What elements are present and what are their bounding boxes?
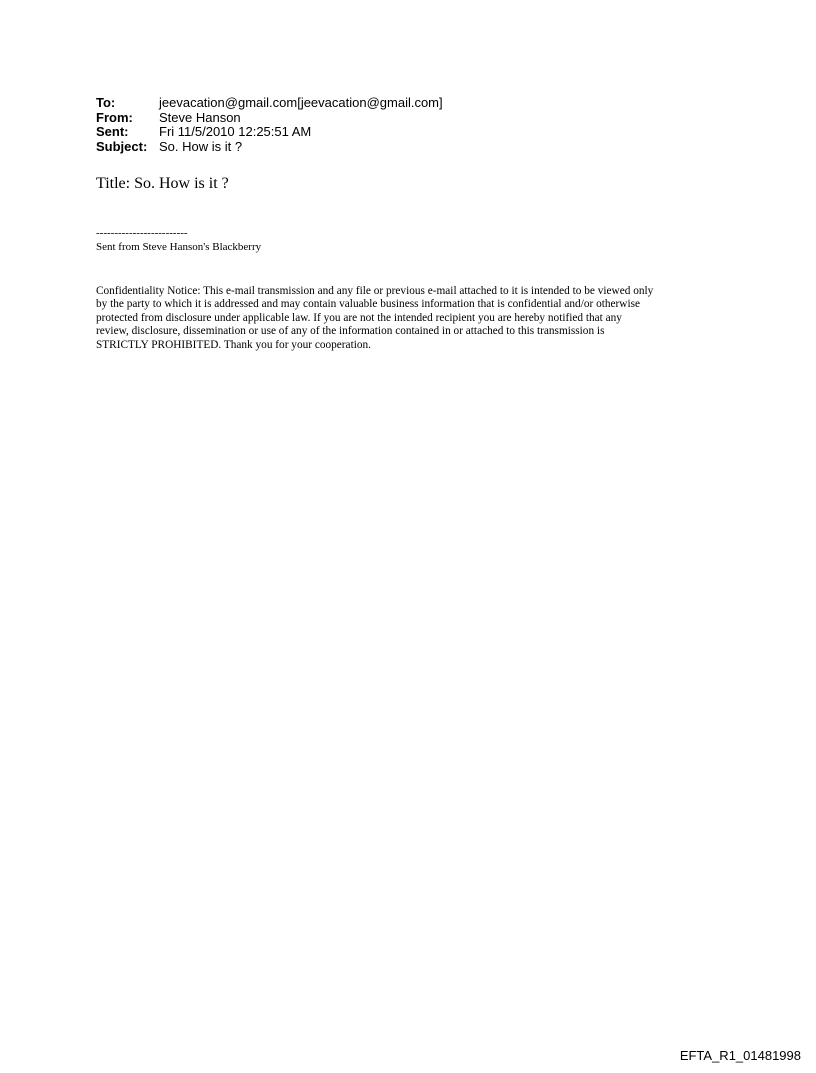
notice-line: review, disclosure, dissemination or use of any of the information contained in or attached to this transmission is bbox=[96, 325, 605, 338]
notice-line: Confidentiality Notice: This e-mail transmission and any file or previous e-mail attached to it is intended to be viewed only bbox=[96, 285, 654, 297]
subject-value: So. How is it ? bbox=[159, 138, 243, 154]
notice-line: STRICTLY PROHIBITED. Thank you for your cooperation. bbox=[96, 338, 371, 351]
to-row bbox=[96, 96, 443, 111]
sent-label: Sent: bbox=[96, 124, 129, 139]
subject-row bbox=[96, 140, 443, 155]
from-row bbox=[96, 111, 443, 126]
signature-text: Sent from Steve Hanson's Blackberry bbox=[96, 241, 262, 253]
to-value: jeevacation@gmail.com[jeevacation@gmail.com] bbox=[159, 95, 443, 110]
from-value: Steve Hanson bbox=[159, 109, 241, 125]
email-header bbox=[96, 96, 443, 154]
confidentiality-notice bbox=[96, 285, 736, 352]
signature-block bbox=[96, 226, 261, 254]
from-label: From: bbox=[96, 109, 133, 125]
to-label: To: bbox=[96, 95, 116, 110]
notice-line: by the party to which it is addressed and may contain valuable business information that is confidential and/or otherwise bbox=[96, 298, 640, 311]
signature-separator: ------------------------- bbox=[96, 227, 188, 239]
body-title-line: Title: So. How is it ? bbox=[96, 175, 229, 192]
sent-value: Fri 11/5/2010 12:25:51 AM bbox=[159, 124, 312, 139]
subject-label: Subject: bbox=[96, 138, 148, 154]
sent-row bbox=[96, 125, 443, 140]
document-id: EFTA_R1_01481998 bbox=[679, 1048, 801, 1063]
notice-line: protected from disclosure under applicable law. If you are not the intended recipient you are hereby notified that any bbox=[96, 311, 622, 324]
